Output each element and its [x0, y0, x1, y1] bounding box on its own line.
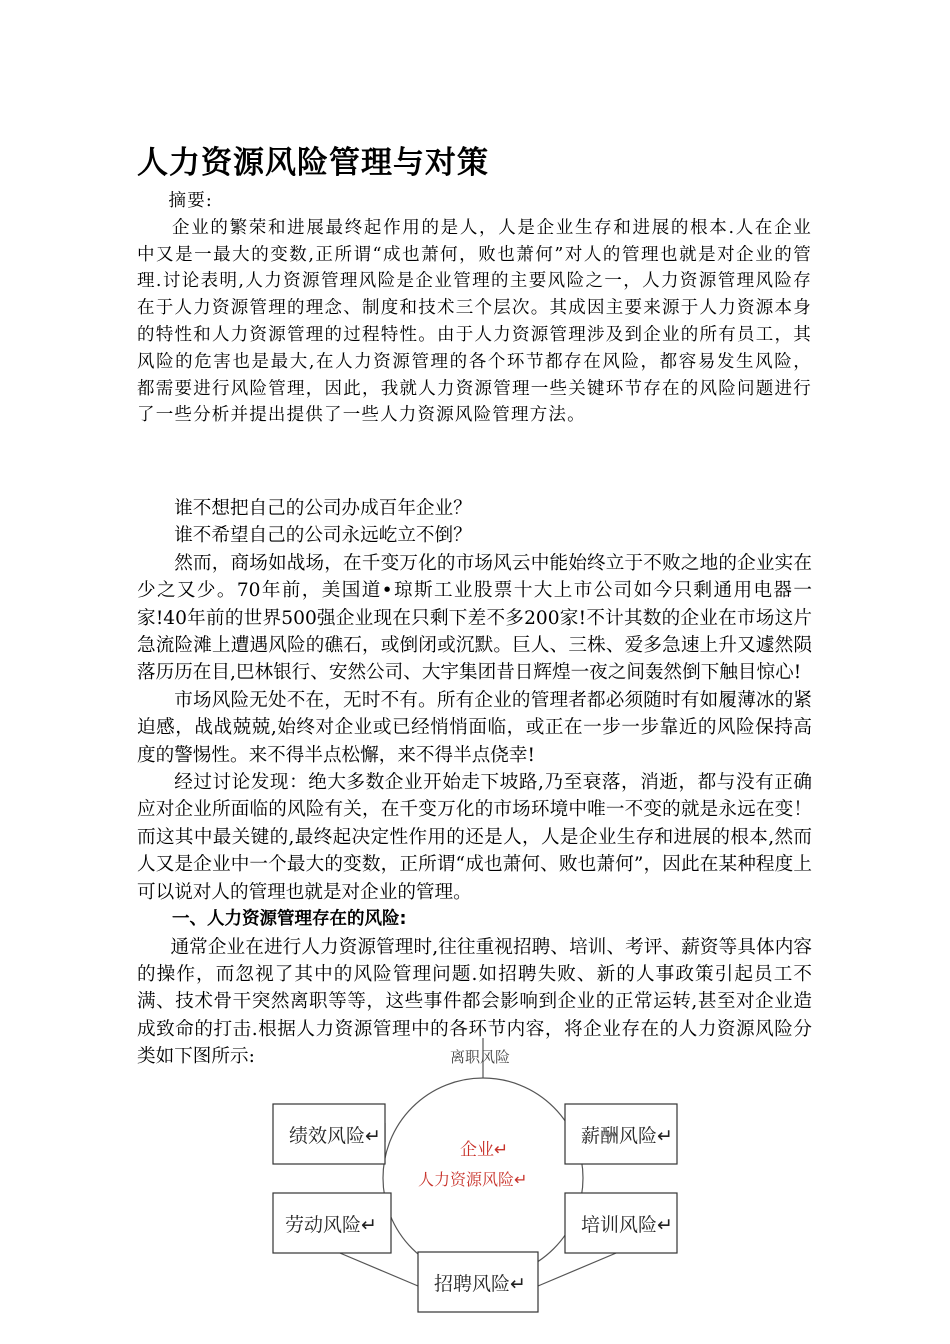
- label-training: 培训风险↵: [581, 1214, 673, 1236]
- label-performance: 绩效风险↵: [289, 1125, 381, 1147]
- paragraph-4: 通常企业在进行人力资源管理时,往往重视招聘、培训、考评、薪资等具体内容的操作，而忽视了其中的风险管理问题.如招聘失败、新的人事政策引起员工不满、技术骨干突然离职等等，这些事件都会影响到企业的正常运转,甚至对企业造成致命的打击.根据人力资源管理中的各环节内容，将企业存在的人力资源风险分类如下图所示:: [137, 936, 812, 1068]
- label-salary: 薪酬风险↵: [581, 1125, 673, 1147]
- question-1: 谁不想把自己的公司办成百年企业？: [174, 498, 472, 519]
- center-label-line2: 人力资源风险↵: [418, 1170, 528, 1189]
- label-labor: 劳动风险↵: [285, 1214, 377, 1236]
- paragraph-2: 市场风险无处不在，无时不有。所有企业的管理者都必须随时有如履薄冰的紧迫感，战战兢兢,始终对企业或已经悄悄面临，或正在一步一步靠近的风险保持高度的警惕性。来不得半点松懈，来不得半点侥幸!: [137, 689, 812, 766]
- abstract-section: [137, 188, 812, 429]
- connector-bottom-left: [328, 1248, 418, 1286]
- question-2: 谁不希望自己的公司永远屹立不倒？: [174, 525, 472, 547]
- connector-bottom-right: [538, 1248, 628, 1286]
- label-recruit: 招聘风险↵: [434, 1273, 526, 1295]
- section-heading: 一、人力资源管理存在的风险:: [172, 909, 407, 930]
- body-section: [137, 495, 812, 1071]
- top-box-label: 离职风险: [450, 1048, 511, 1066]
- abstract-text: 企业的繁荣和进展最终起作用的是人，人是企业生存和进展的根本.人在企业中又是一最大的变数,正所谓“成也萧何，败也萧何”对人的管理也就是对企业的管理.讨论表明,人力资源管理风险是企业管理的主要风险之一，人力资源管理风险存在于人力资源管理的理念、制度和技术三个层次。其成因主要来源于人力资源本身的特性和人力资源管理的过程特性。由于人力资源管理涉及到企业的所有员工，其风险的危害也是最大,在人力资源管理的各个环节都存在风险，都容易发生风险，都需要进行风险管理，因此，我就人力资源管理一些关键环节存在的风险问题进行了一些分析并提出提供了一些人力资源风险管理方法。: [137, 217, 812, 426]
- risk-diagram: [268, 1038, 688, 1318]
- paragraph-3: 经过讨论发现：绝大多数企业开始走下坡路,乃至衰落，消逝，都与没有正确应对企业所面临的风险有关，在千变万化的市场环境中唯一不变的就是永远在变！而这其中最关键的,最终起决定性作用的还是人，人是企业生存和进展的根本,然而人又是企业中一个最大的变数，正所谓“成也萧何、败也萧何”，因此在某种程度上可以说对人的管理也就是对企业的管理。: [137, 772, 812, 903]
- center-label-line1: 企业↵: [460, 1140, 509, 1160]
- paragraph-1: 然而，商场如战场，在千变万化的市场风云中能始终立于不败之地的企业实在少之又少。70年前，美国道•琼斯工业股票十大上市公司如今只剩通用电器一家!40年前的世界500强企业现在只剩下差不多200家!不计其数的企业在市场这片急流险滩上遭遇风险的礁石，或倒闭或沉默。巨人、三株、爱多急速上升又遽然陨落历历在目,巴林银行、安然公司、大宇集团昔日辉煌一夜之间轰然倒下触目惊心!: [137, 552, 812, 684]
- abstract-label: 摘要:: [168, 191, 213, 211]
- document-title: 人力资源风险管理与对策: [137, 145, 489, 181]
